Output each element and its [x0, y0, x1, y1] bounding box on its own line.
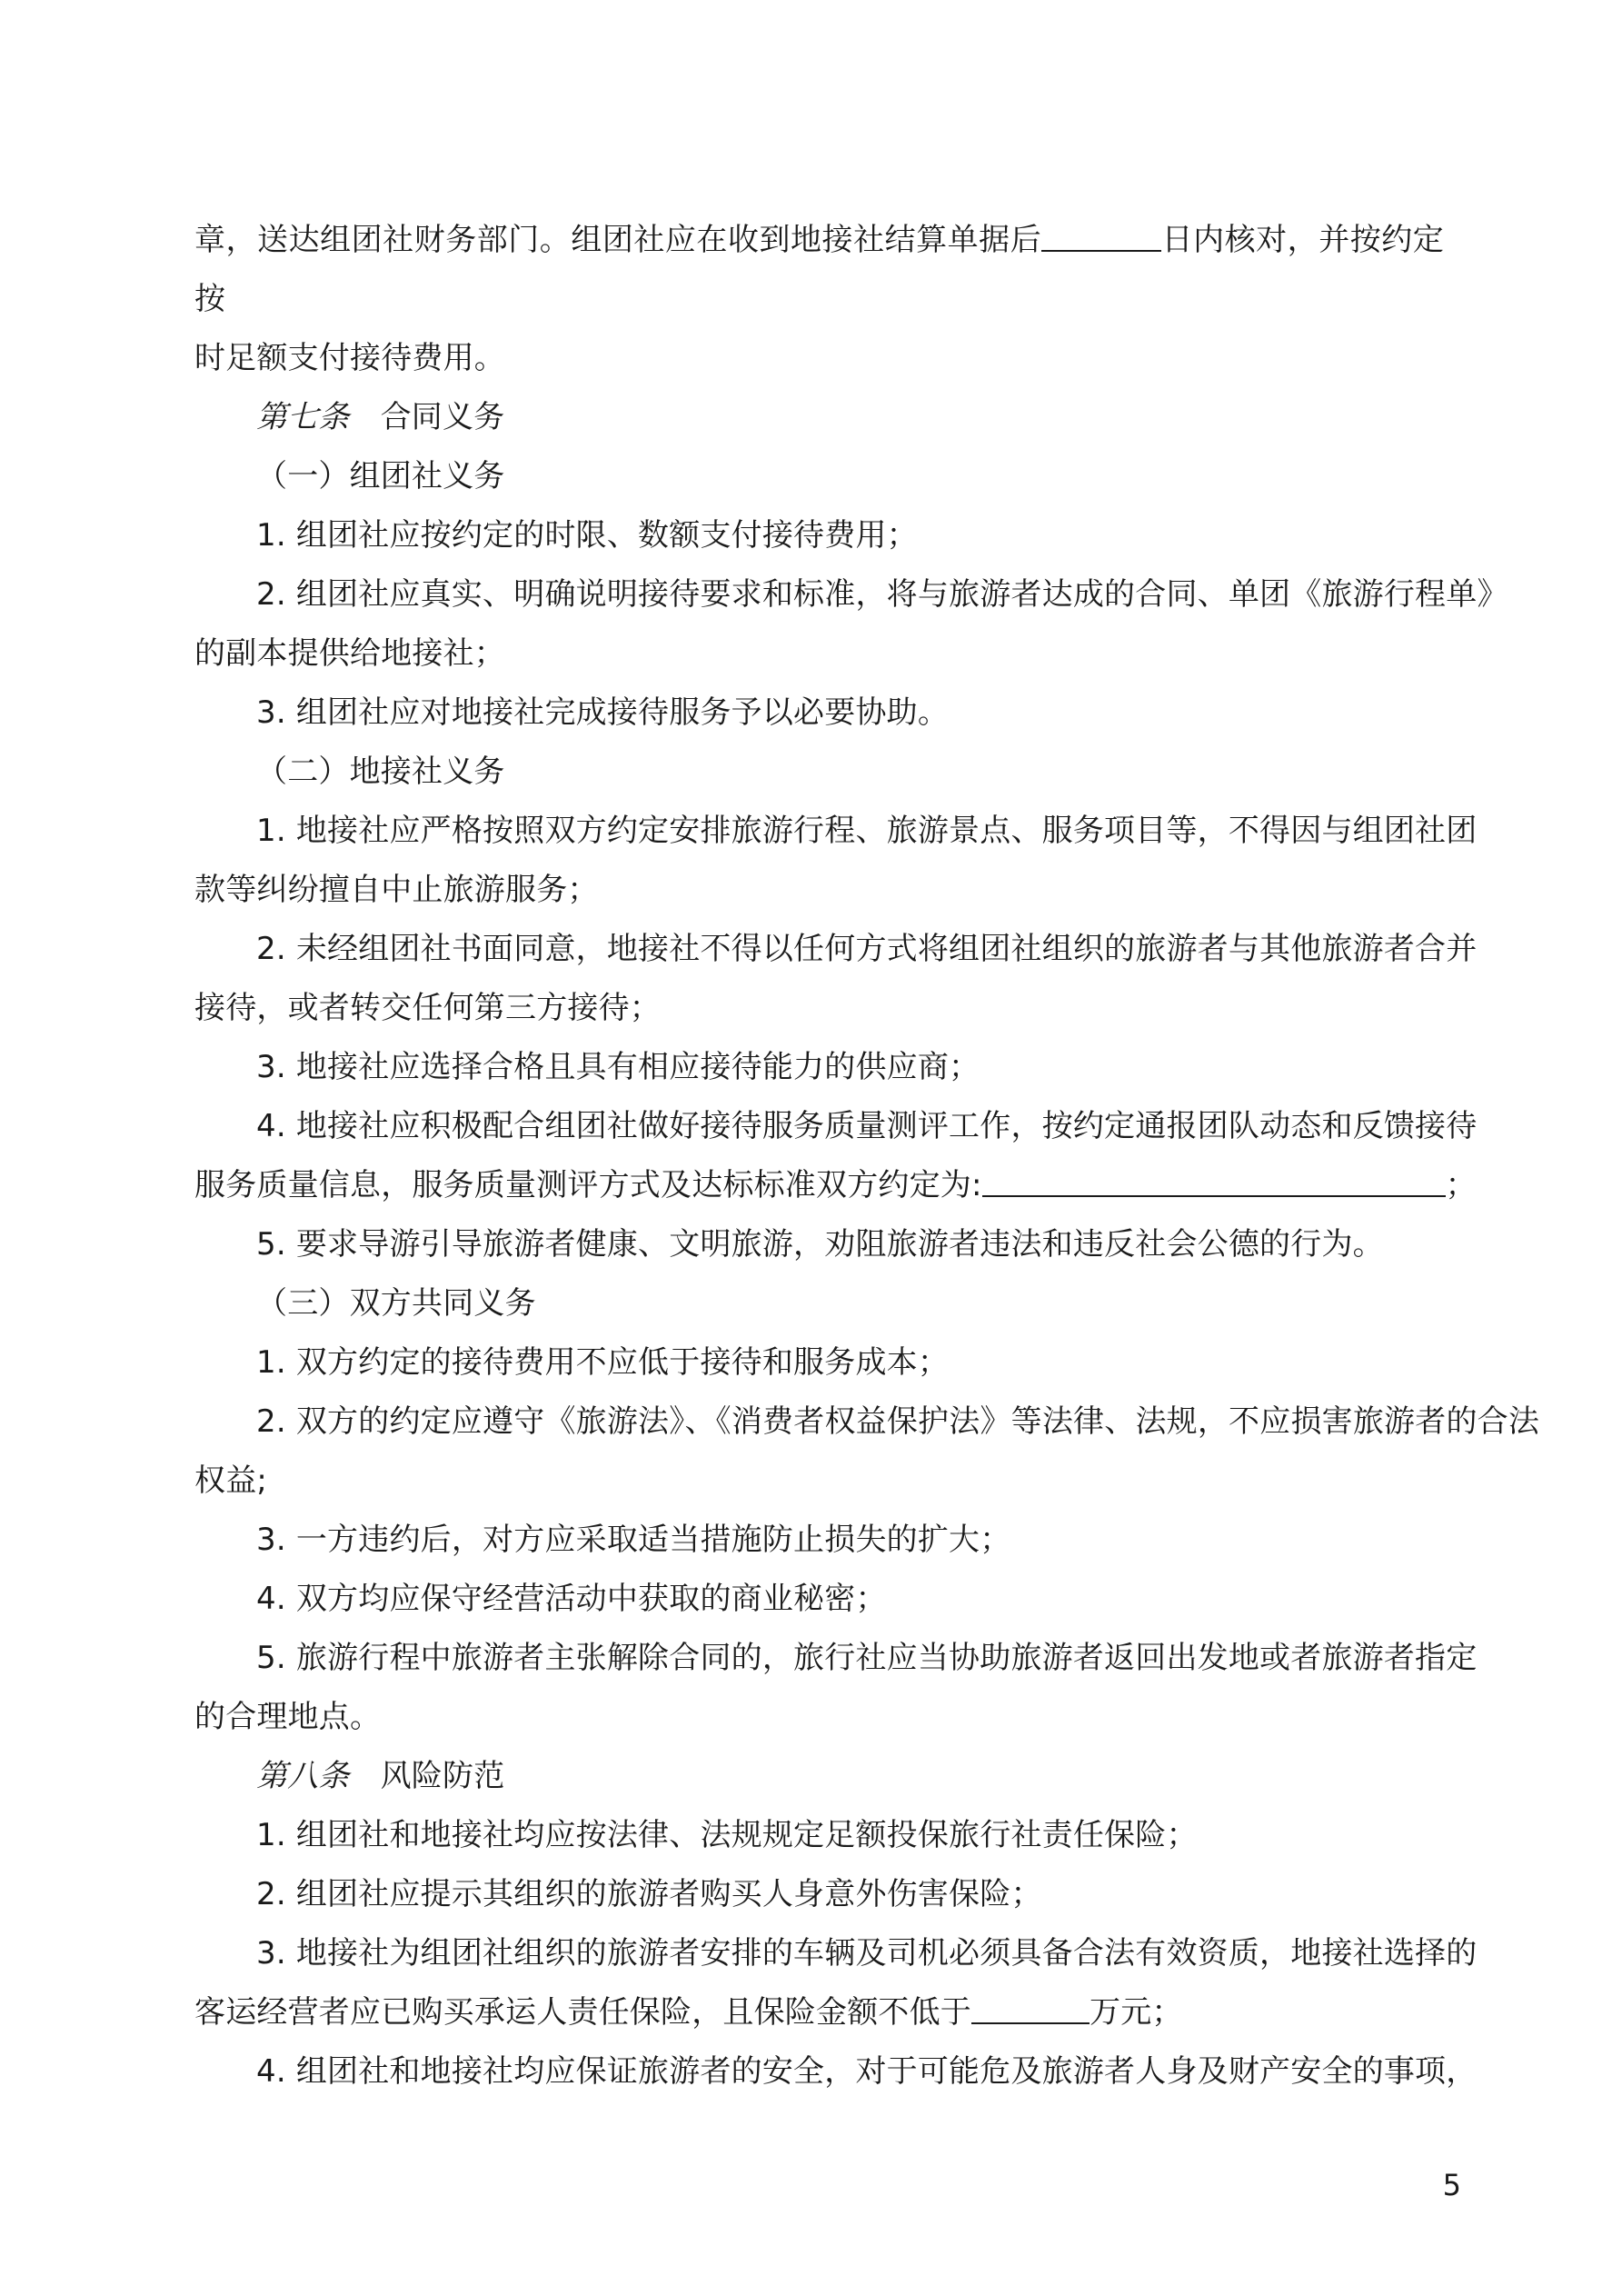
text-span: 章，送达组团社财务部门。组团社应在收到地接社结算单据后 — [194, 222, 1042, 258]
list-item: 2. 双方的约定应遵守《旅游法》、《消费者权益保护法》等法律、法规，不应损害旅游者的合法 — [256, 1403, 1540, 1440]
paragraph-line: 时足额支付接待费用。 — [194, 340, 505, 376]
fill-in-blank-days[interactable] — [1041, 219, 1161, 252]
list-item: 5. 旅游行程中旅游者主张解除合同的，旅行社应当协助旅游者返回出发地或者旅游者指定 — [256, 1640, 1478, 1676]
list-item-continuation: 接待，或者转交任何第三方接待； — [194, 990, 661, 1026]
list-item: 2. 未经组团社书面同意，地接社不得以任何方式将组团社组织的旅游者与其他旅游者合并 — [256, 931, 1478, 967]
list-item: 4. 组团社和地接社均应保证旅游者的安全，对于可能危及旅游者人身及财产安全的事项， — [256, 2053, 1478, 2090]
fill-in-blank-insurance-amount[interactable] — [971, 1992, 1090, 2024]
article-heading-7 — [194, 388, 1444, 447]
section-title: （二）地接社义务 — [256, 754, 505, 790]
list-item: 4. 地接社应积极配合组团社做好接待服务质量测评工作，按约定通报团队动态和反馈接待 — [256, 1108, 1478, 1144]
list-item: 3. 地接社为组团社组织的旅游者安排的车辆及司机必须具备合法有效资质，地接社选择的 — [256, 1935, 1478, 1972]
article-heading-8 — [194, 1747, 1444, 1806]
list-item: 1. 双方约定的接待费用不应低于接待和服务成本； — [256, 1344, 950, 1381]
text-span: 服务质量信息，服务质量测评方式及达标标准双方约定为: — [194, 1167, 982, 1203]
list-item: 5. 要求导游引导旅游者健康、文明旅游，劝阻旅游者违法和违反社会公德的行为。 — [256, 1226, 1384, 1263]
list-item: 4. 双方均应保守经营活动中获取的商业秘密； — [256, 1581, 887, 1617]
list-item-continuation: 的副本提供给地接社； — [194, 635, 505, 672]
section-title: （三）双方共同义务 — [256, 1285, 536, 1322]
list-item-continuation: 权益; — [194, 1462, 268, 1499]
list-item: 2. 组团社应真实、明确说明接待要求和标准，将与旅游者达成的合同、单团《旅游行程单》 — [256, 576, 1508, 613]
list-item: 1. 组团社和地接社均应按法律、法规规定足额投保旅行社责任保险； — [256, 1817, 1198, 1853]
article-number: 第八条 — [256, 1758, 350, 1794]
list-item: 1. 组团社应按约定的时限、数额支付接待费用； — [256, 517, 918, 554]
list-item-continuation: 款等纠纷擅自中止旅游服务； — [194, 872, 599, 908]
list-item-continuation: 的合理地点。 — [194, 1699, 382, 1735]
document-body — [194, 211, 1540, 2101]
list-item-continuation — [194, 1983, 1444, 2042]
list-item: 3. 一方违约后，对方应采取适当措施防止损失的扩大； — [256, 1522, 1011, 1558]
fill-in-blank-quality-standard[interactable] — [982, 1164, 1446, 1197]
article-title: 合同义务 — [380, 399, 505, 435]
section-title: （一）组团社义务 — [256, 458, 505, 494]
list-item: 3. 地接社应选择合格且具有相应接待能力的供应商； — [256, 1049, 980, 1085]
article-number: 第七条 — [256, 399, 350, 435]
article-title: 风险防范 — [380, 1758, 505, 1794]
list-item: 2. 组团社应提示其组织的旅游者购买人身意外伤害保险； — [256, 1876, 1042, 1912]
list-item: 3. 组团社应对地接社完成接待服务予以必要协助。 — [256, 694, 950, 731]
page-number: 5 — [1442, 2168, 1461, 2202]
list-item-continuation — [194, 1156, 1477, 1215]
text-span: 万元； — [1090, 1994, 1183, 2031]
list-item: 1. 地接社应严格按照双方约定安排旅游行程、旅游景点、服务项目等，不得因与组团社团 — [256, 813, 1478, 849]
paragraph-line — [194, 211, 1444, 329]
text-span: ； — [1445, 1167, 1477, 1203]
text-span: 日内核对，并按约定按 — [194, 222, 1444, 317]
text-span: 客运经营者应已购买承运人责任保险，且保险金额不低于 — [194, 1994, 971, 2031]
